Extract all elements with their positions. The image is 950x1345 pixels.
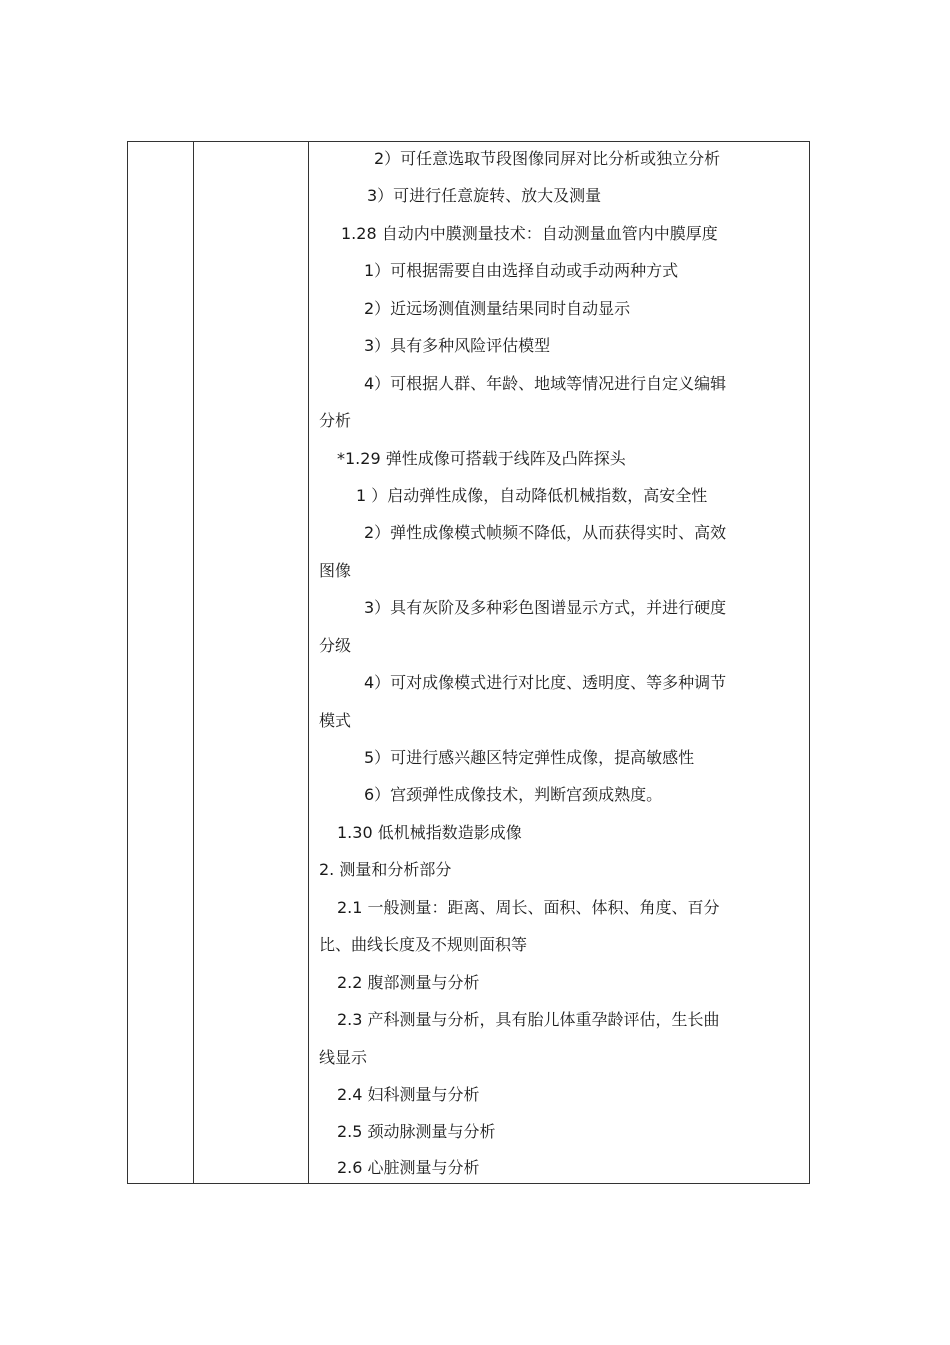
content-line: *1.29 弹性成像可搭载于线阵及凸阵探头 <box>337 449 626 468</box>
content-line: 2.3 产科测量与分析，具有胎儿体重孕龄评估，生长曲 <box>337 1010 720 1029</box>
content-line: 2. 测量和分析部分 <box>319 860 452 879</box>
content-line: 2）近远场测值测量结果同时自动显示 <box>364 299 631 318</box>
content-line: 4）可根据人群、年龄、地域等情况进行自定义编辑 <box>364 374 727 393</box>
content-line: 6）宫颈弹性成像技术，判断宫颈成熟度。 <box>364 785 663 804</box>
spec-table <box>127 141 810 1184</box>
content-line: 4）可对成像模式进行对比度、透明度、等多种调节 <box>364 673 727 692</box>
content-line: 2.1 一般测量：距离、周长、面积、体积、角度、百分 <box>337 898 720 917</box>
content-line: 5）可进行感兴趣区特定弹性成像，提高敏感性 <box>364 748 695 767</box>
content-line: 2.2 腹部测量与分析 <box>337 973 480 992</box>
content-line: 2）弹性成像模式帧频不降低，从而获得实时、高效 <box>364 523 727 542</box>
content-line: 分级 <box>319 636 352 655</box>
content-line: 2.4 妇科测量与分析 <box>337 1085 480 1104</box>
content-line: 比、曲线长度及不规则面积等 <box>319 935 528 954</box>
content-line: 1）可根据需要自由选择自动或手动两种方式 <box>364 261 679 280</box>
table-column-2 <box>193 142 309 1183</box>
content-line: 1.28 自动内中膜测量技术：自动测量血管内中膜厚度 <box>341 224 718 243</box>
content-line: 3）可进行任意旋转、放大及测量 <box>367 186 602 205</box>
content-line: 线显示 <box>319 1048 368 1067</box>
table-column-1 <box>128 142 194 1183</box>
content-line: 2.6 心脏测量与分析 <box>337 1158 480 1177</box>
content-line: 1.30 低机械指数造影成像 <box>337 823 522 842</box>
content-line: 3）具有多种风险评估模型 <box>364 336 551 355</box>
content-line: 2）可任意选取节段图像同屏对比分析或独立分析 <box>374 149 721 168</box>
content-line: 1 ）启动弹性成像，自动降低机械指数，高安全性 <box>356 486 708 505</box>
content-line: 3）具有灰阶及多种彩色图谱显示方式，并进行硬度 <box>364 598 727 617</box>
content-line: 2.5 颈动脉测量与分析 <box>337 1122 496 1141</box>
table-column-content <box>309 142 809 1183</box>
content-line: 模式 <box>319 711 352 730</box>
content-line: 分析 <box>319 411 352 430</box>
content-line: 图像 <box>319 561 352 580</box>
